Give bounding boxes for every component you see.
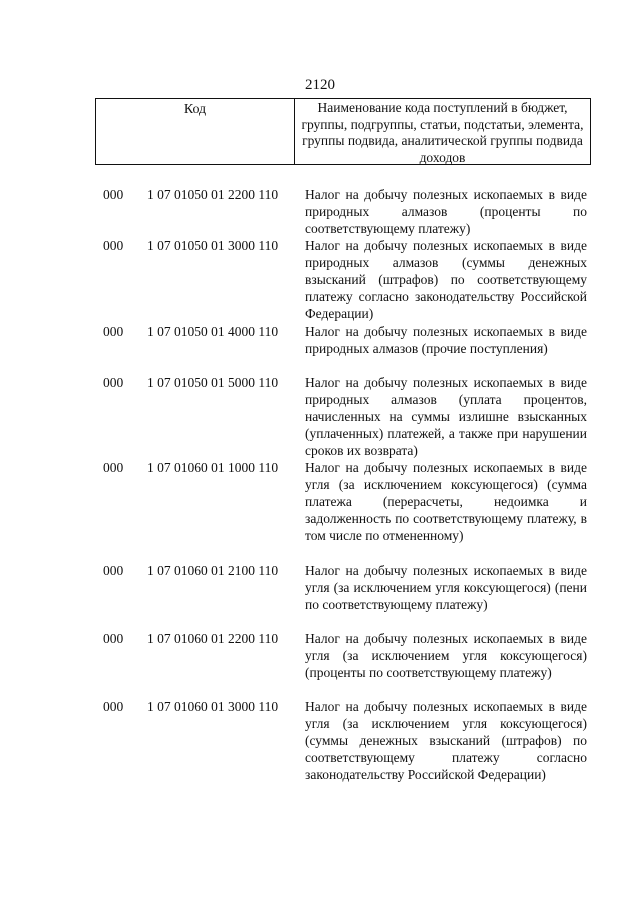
revenue-name: Налог на добычу полезных ископаемых в виде природных алмазов (прочие поступления) xyxy=(305,324,587,356)
revenue-code: 1 07 01060 01 2200 110 xyxy=(147,631,279,646)
revenue-name: Налог на добычу полезных ископаемых в виде угля (за исключением угля коксующегося) (суммы денежных взысканий (штрафов) по соответствующему платежу согласно законодательству Российской Федерации) xyxy=(305,699,587,782)
revenue-name: Налог на добычу полезных ископаемых в виде природных алмазов (уплата процентов, начисленных на суммы излишне взысканных (уплаченных) платежей, а также при нарушении сроков их возврата) xyxy=(305,375,587,458)
revenue-code: 1 07 01060 01 2100 110 xyxy=(147,563,279,578)
revenue-code: 1 07 01060 01 3000 110 xyxy=(147,699,279,714)
revenue-code: 1 07 01050 01 5000 110 xyxy=(147,375,279,390)
revenue-code: 1 07 01050 01 4000 110 xyxy=(147,324,279,339)
header-name-column: Наименование кода поступлений в бюджет, группы, подгруппы, статьи, подстатьи, элемента, группы подвида, аналитической группы подвида доходов xyxy=(301,100,584,165)
admin-code: 000 xyxy=(103,460,124,475)
revenue-code: 1 07 01050 01 3000 110 xyxy=(147,238,279,253)
admin-code: 000 xyxy=(103,187,124,202)
revenue-name: Налог на добычу полезных ископаемых в виде угля (за исключением коксующегося) (сумма платежа (перерасчеты, недоимка и задолженность по соответствующему платежу, в том числе по отмененному) xyxy=(305,460,587,543)
admin-code: 000 xyxy=(103,375,124,390)
header-code-column: Код xyxy=(96,99,295,164)
revenue-code: 1 07 01060 01 1000 110 xyxy=(147,460,279,475)
admin-code: 000 xyxy=(103,238,124,253)
revenue-name: Налог на добычу полезных ископаемых в виде природных алмазов (проценты по соответствующему платежу) xyxy=(305,187,587,236)
revenue-name: Налог на добычу полезных ископаемых в виде угля (за исключением угля коксующегося) (пени по соответствующему платежу) xyxy=(305,563,587,612)
admin-code: 000 xyxy=(103,631,124,646)
revenue-name: Налог на добычу полезных ископаемых в виде угля (за исключением угля коксующегося) (проценты по соответствующему платежу) xyxy=(305,631,587,680)
revenue-code: 1 07 01050 01 2200 110 xyxy=(147,187,279,202)
admin-code: 000 xyxy=(103,699,124,714)
page-number: 2120 xyxy=(305,77,335,93)
revenue-name: Налог на добычу полезных ископаемых в виде природных алмазов (суммы денежных взысканий (штрафов) по соответствующему платежу согласно законодательству Российской Федерации) xyxy=(305,238,587,321)
table-header xyxy=(95,98,591,165)
admin-code: 000 xyxy=(103,324,124,339)
admin-code: 000 xyxy=(103,563,124,578)
